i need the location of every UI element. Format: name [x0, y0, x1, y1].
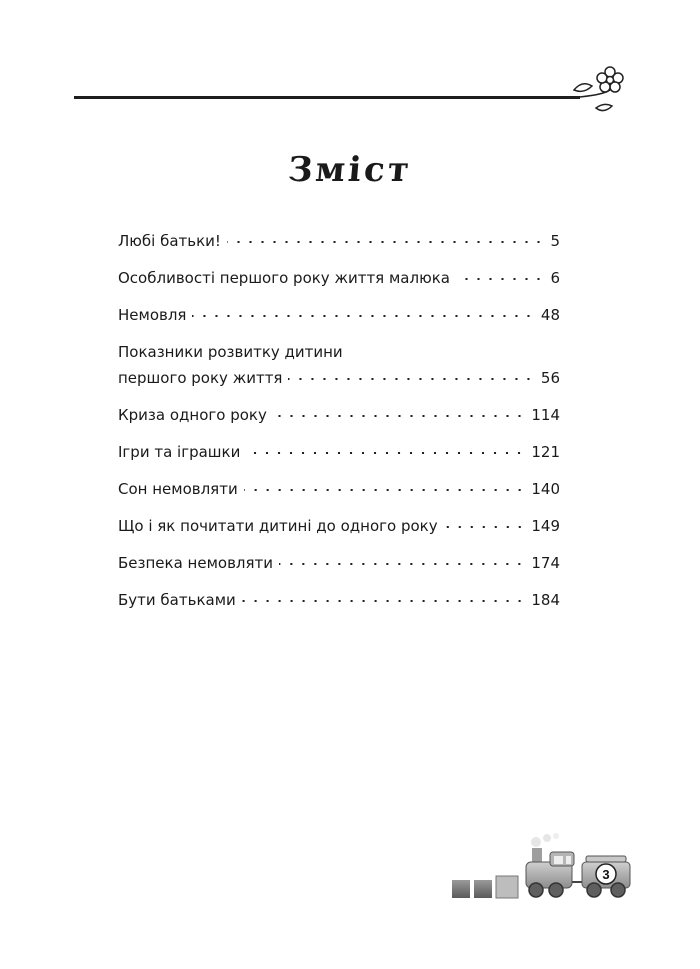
toc-entry-label: Бути батьками: [118, 591, 236, 609]
toc-page-number: 114: [531, 406, 560, 424]
toc-leader: [192, 315, 534, 317]
toc-page-number: 56: [540, 369, 560, 387]
toc-leader: [273, 415, 526, 417]
toc-leader: [242, 600, 526, 602]
toc-entry-label: Любі батьки!: [118, 232, 221, 250]
toc-entry-label: Безпека немовляти: [118, 554, 274, 572]
toc-entry-label: Сон немовляти: [118, 480, 238, 498]
toc-page-number: 174: [531, 554, 560, 572]
toc-entry-label: Немовля: [118, 306, 187, 324]
train-icon: [446, 832, 636, 912]
toc-leader: [288, 378, 534, 380]
table-of-contents: [118, 232, 560, 628]
header-rule: [74, 96, 580, 99]
toc-leader: [456, 278, 545, 280]
toc-entry[interactable]: [118, 517, 560, 536]
toc-page-number: 149: [531, 517, 560, 535]
toc-page-number: 184: [531, 591, 560, 609]
toc-page-number: 121: [531, 443, 560, 461]
toc-entry[interactable]: [118, 443, 560, 462]
toc-entry[interactable]: [118, 343, 560, 388]
toc-page-number: 5: [550, 232, 560, 250]
toc-entry-label: Показники розвитку дитини: [118, 343, 343, 361]
toc-entry-label-continued: першого року життя: [118, 369, 283, 387]
toc-entry[interactable]: [118, 554, 560, 573]
toc-entry-label: Ігри та іграшки: [118, 443, 241, 461]
toc-leader: [246, 452, 525, 454]
page-number: 3: [602, 867, 610, 882]
toc-entry[interactable]: [118, 591, 560, 610]
toc-page-number: 140: [531, 480, 560, 498]
toc-entry-label: Криза одного року: [118, 406, 267, 424]
toc-page-number: 6: [550, 269, 560, 287]
toc-leader: [444, 526, 526, 528]
toc-page-number: 48: [540, 306, 560, 324]
page-title: Зміст: [286, 150, 414, 190]
toc-entry-label: Особливості першого року життя малюка: [118, 269, 450, 287]
toc-leader: [227, 241, 545, 243]
block-icon: [452, 876, 518, 898]
toc-entry[interactable]: [118, 232, 560, 251]
toc-entry[interactable]: [118, 480, 560, 499]
toc-entry[interactable]: [118, 269, 560, 288]
toc-entry[interactable]: [118, 306, 560, 325]
flower-icon: [566, 62, 636, 118]
toc-leader: [279, 563, 525, 565]
toc-entry-label: Що і як почитати дитині до одного року: [118, 517, 438, 535]
toc-leader: [244, 489, 526, 491]
toc-entry[interactable]: [118, 406, 560, 425]
